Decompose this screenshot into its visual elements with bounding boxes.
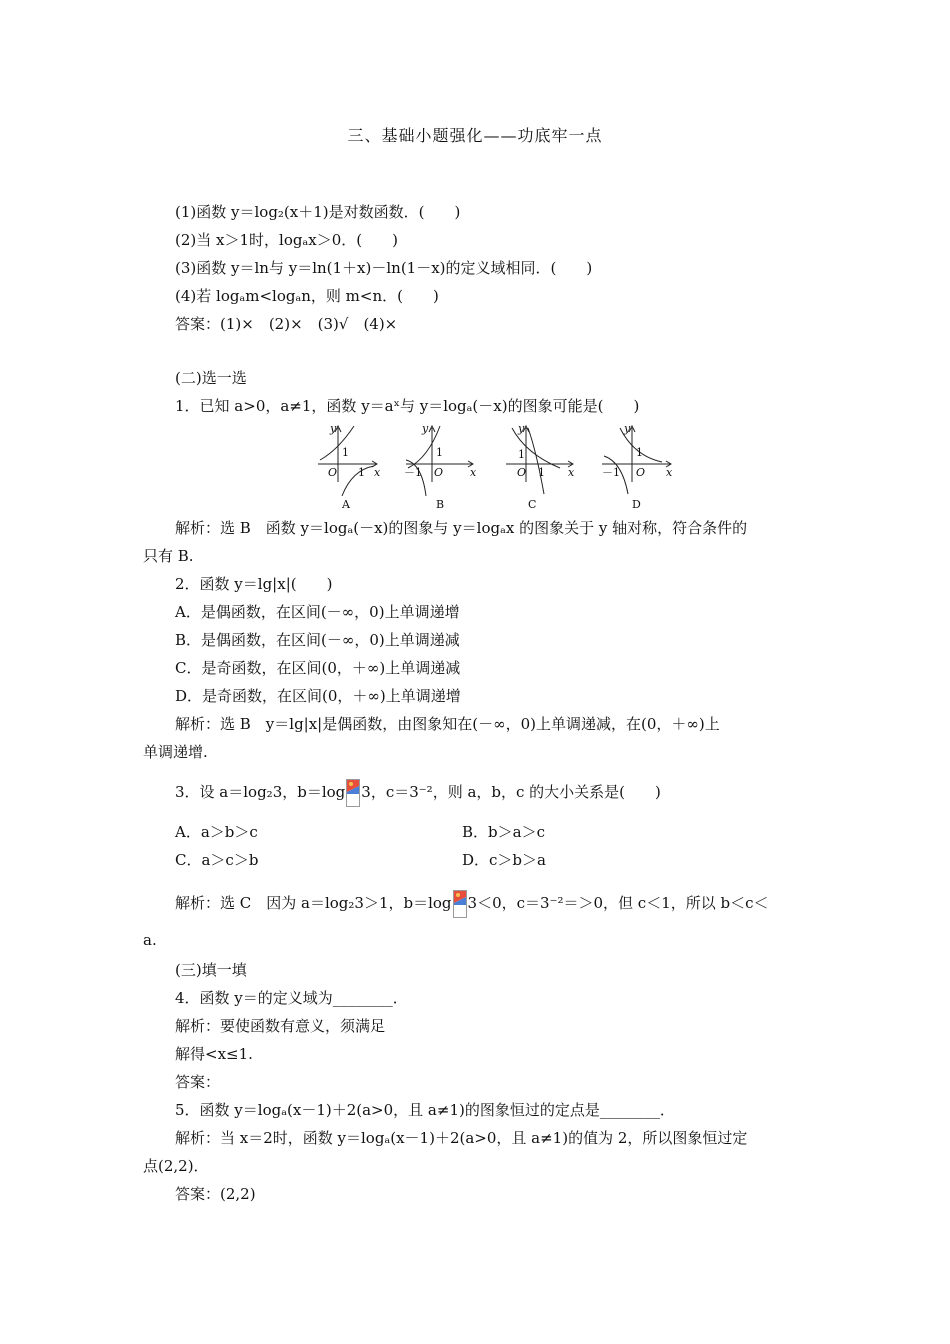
origin-d: O xyxy=(636,466,646,479)
tf-question-2: (2)当 x＞1时，logₐx＞0．( ) xyxy=(175,231,398,249)
axis-x-d: x xyxy=(666,466,672,479)
question-5-analysis: 解析：当 x＝2时，函数 y＝logₐ(x－1)＋2(a>0，且 a≠1)的值为 2，所以图象恒过定 xyxy=(175,1129,748,1147)
question-5-analysis-cont: 点(2,2)． xyxy=(143,1157,209,1175)
tf-question-1: (1)函数 y＝log₂(x＋1)是对数函数．( ) xyxy=(175,203,461,221)
axis-x-a: x xyxy=(374,466,381,479)
graph-a xyxy=(318,426,377,496)
question-5-stem: 5．函数 y＝logₐ(x－1)＋2(a>0，且 a≠1)的图象恒过的定点是________． xyxy=(175,1101,675,1119)
question-3-option-b: B．b＞a＞c xyxy=(462,823,545,841)
origin-b: O xyxy=(434,466,444,479)
axis-y-d: y xyxy=(624,422,631,435)
tick-1-a-x: 1 xyxy=(358,466,365,479)
graph-label-c: C xyxy=(528,498,537,511)
axis-y-c: y xyxy=(518,422,525,435)
section-heading-fill: (三)填一填 xyxy=(175,961,247,979)
question-3-analysis-cont: a. xyxy=(143,931,157,949)
tick-neg1-d: －1 xyxy=(602,466,620,479)
origin-a: O xyxy=(328,466,338,479)
tick-1-d-y: 1 xyxy=(636,446,643,459)
tf-answer: 答案：(1)× (2)× (3)√ (4)× xyxy=(175,315,398,333)
question-4-stem: 4．函数 y＝的定义域为________． xyxy=(175,989,408,1007)
question-2-option-d: D．是奇函数，在区间(0，＋∞)上单调递增 xyxy=(175,687,461,705)
broken-image-icon xyxy=(453,890,467,918)
question-1-analysis: 解析：选 B 函数 y＝logₐ(－x)的图象与 y＝logₐx 的图象关于 y 轴对称，符合条件的 xyxy=(175,519,748,537)
graph-b xyxy=(406,426,473,496)
question-5-answer: 答案：(2,2) xyxy=(175,1185,256,1203)
question-4-solution: 解得<x≤1. xyxy=(175,1045,253,1063)
tick-1-c-x: 1 xyxy=(538,466,545,479)
graph-c xyxy=(506,426,573,494)
question-3-analysis-end: 3＜0，c＝3⁻²＝＞0，但 c＜1，所以 b＜c＜ xyxy=(467,894,769,912)
tf-question-4: (4)若 logₐm<logₐn，则 m<n．( ) xyxy=(175,287,439,305)
question-3-stem-start: 3．设 a＝log₂3，b＝log xyxy=(175,783,346,801)
question-3-stem-end: 3，c＝3⁻²，则 a，b，c 的大小关系是( ) xyxy=(361,783,661,801)
graph-label-a: A xyxy=(342,498,350,511)
question-2-option-b: B．是偶函数，在区间(－∞，0)上单调递减 xyxy=(175,631,460,649)
axis-y-a: y xyxy=(330,422,337,435)
tick-1-c-y: 1 xyxy=(518,448,525,461)
tick-1-a-y: 1 xyxy=(342,446,349,459)
section-heading-choose: (二)选一选 xyxy=(175,369,247,387)
question-3-analysis-start: 解析：选 C 因为 a＝log₂3＞1，b＝log xyxy=(175,894,452,912)
question-1-graph-options xyxy=(312,422,672,514)
tf-question-3: (3)函数 y＝ln与 y＝ln(1＋x)－ln(1－x)的定义域相同．( ) xyxy=(175,259,593,277)
tick-neg1-b: －1 xyxy=(404,466,422,479)
graph-label-d: D xyxy=(632,498,641,511)
axis-x-b: x xyxy=(470,466,477,479)
question-3-option-c: C．a＞c＞b xyxy=(175,851,259,869)
question-2-analysis-cont: 单调递增. xyxy=(143,743,208,761)
question-1-analysis-cont: 只有 B. xyxy=(143,547,194,565)
question-1-stem: 1．已知 a>0，a≠1，函数 y＝aˣ与 y＝logₐ(－x)的图象可能是( ) xyxy=(175,397,640,415)
tick-1-b-y: 1 xyxy=(436,446,443,459)
question-3-stem xyxy=(175,779,661,807)
question-4-analysis: 解析：要使函数有意义，须满足 xyxy=(175,1017,386,1035)
question-2-stem: 2．函数 y＝lg|x|( ) xyxy=(175,575,333,593)
question-3-option-d: D．c＞b＞a xyxy=(462,851,546,869)
page-title: 三、基础小题强化——功底牢一点 xyxy=(347,126,603,145)
question-2-option-a: A．是偶函数，在区间(－∞，0)上单调递增 xyxy=(175,603,460,621)
broken-image-icon xyxy=(346,779,360,807)
question-4-answer: 答案： xyxy=(175,1073,221,1091)
graph-d xyxy=(602,426,671,494)
question-3-option-a: A．a＞b＞c xyxy=(175,823,258,841)
question-2-analysis: 解析：选 B y＝lg|x|是偶函数，由图象知在(－∞，0)上单调递减，在(0，＋∞)上 xyxy=(175,715,720,733)
axis-x-c: x xyxy=(568,466,575,479)
graph-label-b: B xyxy=(436,498,445,511)
question-2-option-c: C．是奇函数，在区间(0，＋∞)上单调递减 xyxy=(175,659,461,677)
axis-y-b: y xyxy=(422,422,429,435)
question-3-analysis xyxy=(175,890,769,918)
origin-c: O xyxy=(517,466,527,479)
